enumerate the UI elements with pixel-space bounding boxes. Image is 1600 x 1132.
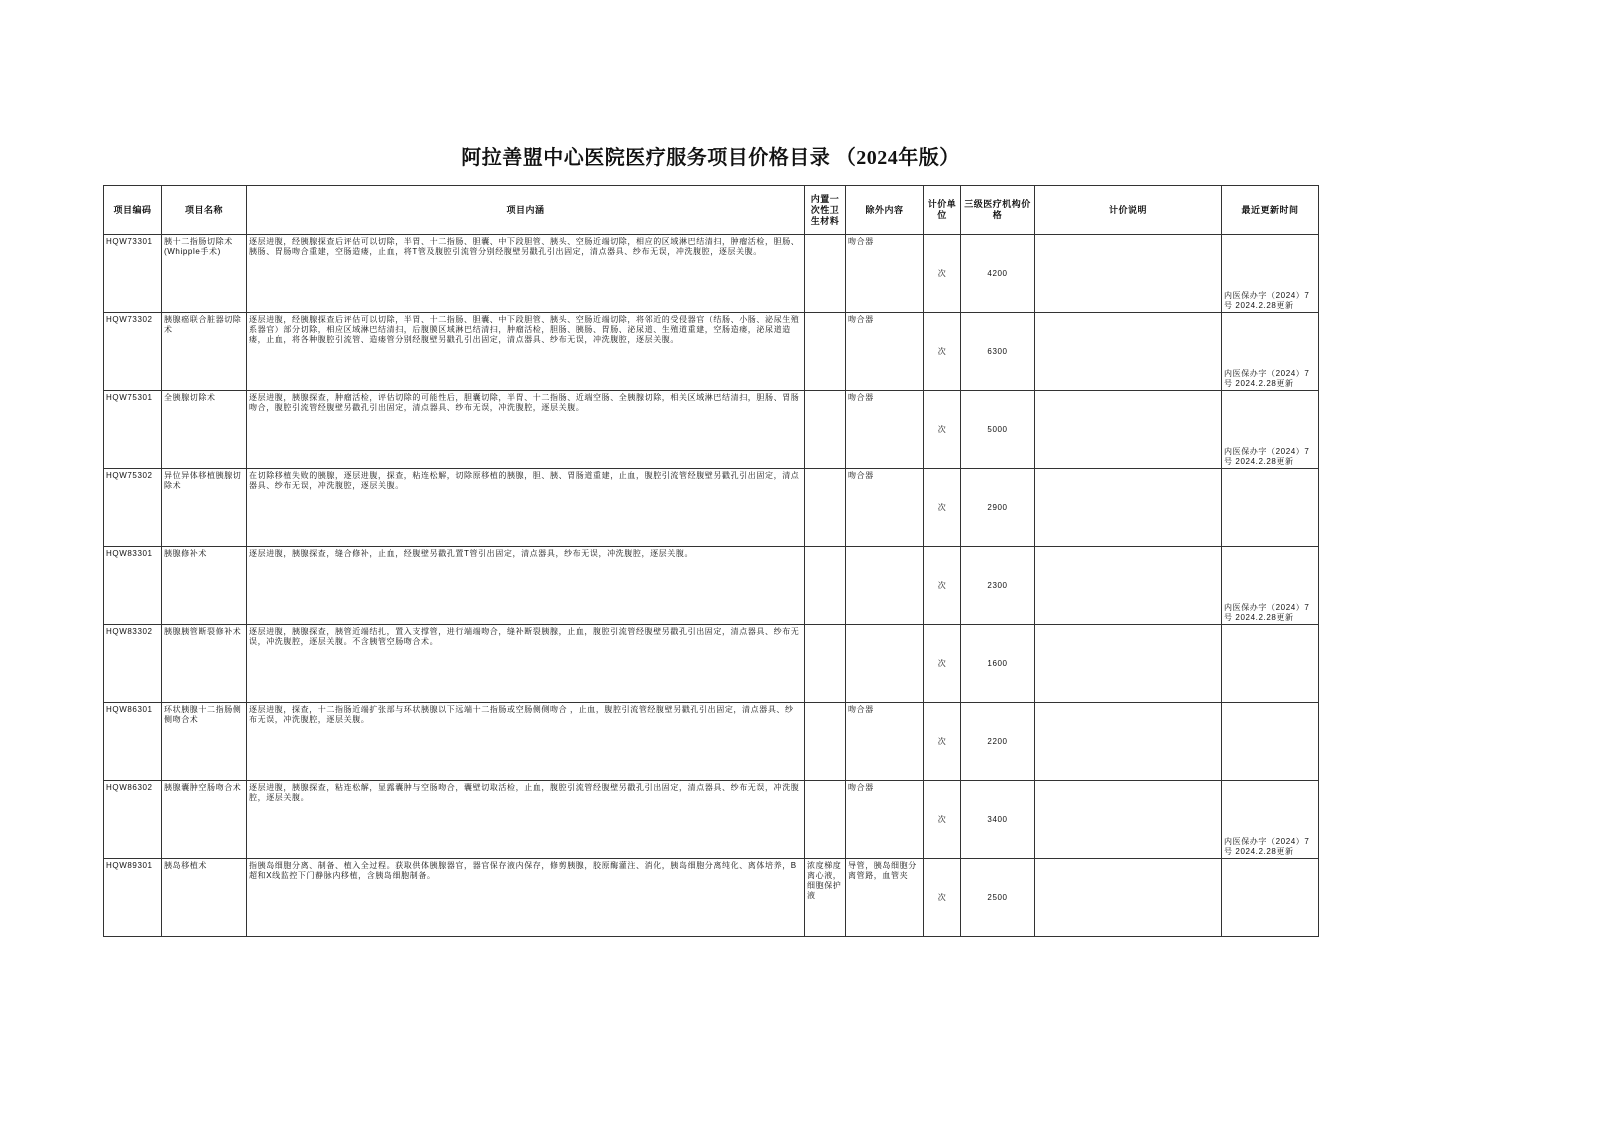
table-row — [104, 547, 1319, 625]
item-last-updated — [1222, 469, 1319, 547]
item-materials — [805, 703, 846, 781]
item-content: 逐层进腹，胰腺探查，粘连松解，显露囊肿与空肠吻合，囊壁切取活检，止血，腹腔引流管经腹壁另戳孔引出固定，清点器具、纱布无误，冲洗腹腔，逐层关腹。 — [247, 781, 805, 859]
table-row — [104, 781, 1319, 859]
item-exclusions: 吻合器 — [846, 781, 924, 859]
item-unit: 次 — [924, 469, 961, 547]
item-code: HQW83301 — [104, 547, 162, 625]
item-pricing-note — [1035, 703, 1222, 781]
item-exclusions: 吻合器 — [846, 313, 924, 391]
item-price: 3400 — [961, 781, 1035, 859]
item-price: 2300 — [961, 547, 1035, 625]
item-exclusions: 吻合器 — [846, 235, 924, 313]
item-last-updated — [1222, 625, 1319, 703]
item-code: HQW83302 — [104, 625, 162, 703]
table-row — [104, 391, 1319, 469]
item-unit: 次 — [924, 859, 961, 937]
table-header-row — [104, 186, 1319, 235]
item-last-updated — [1222, 859, 1319, 937]
item-materials — [805, 313, 846, 391]
item-price: 2900 — [961, 469, 1035, 547]
page-title: 阿拉善盟中心医院医疗服务项目价格目录 （2024年版） — [461, 147, 960, 169]
item-code: HQW86302 — [104, 781, 162, 859]
item-price: 4200 — [961, 235, 1035, 313]
item-exclusions — [846, 547, 924, 625]
item-exclusions: 导管，胰岛细胞分离管路，血管夹 — [846, 859, 924, 937]
item-pricing-note — [1035, 859, 1222, 937]
item-name: 胰腺胰管断裂修补术 — [162, 625, 247, 703]
item-name: 胰腺癌联合脏器切除术 — [162, 313, 247, 391]
item-content: 逐层进腹，胰腺探查，缝合修补，止血，经腹壁另戳孔置T管引出固定，清点器具，纱布无误，冲洗腹腔，逐层关腹。 — [247, 547, 805, 625]
item-pricing-note — [1035, 391, 1222, 469]
item-unit: 次 — [924, 235, 961, 313]
item-pricing-note — [1035, 469, 1222, 547]
table-row — [104, 859, 1319, 937]
item-unit: 次 — [924, 703, 961, 781]
item-unit: 次 — [924, 781, 961, 859]
item-materials — [805, 235, 846, 313]
item-pricing-note — [1035, 781, 1222, 859]
table-row — [104, 703, 1319, 781]
header-code: 项目编码 — [104, 186, 162, 235]
item-exclusions: 吻合器 — [846, 469, 924, 547]
item-last-updated: 内医保办字（2024）7号 2024.2.28更新 — [1222, 547, 1319, 625]
item-code: HQW73301 — [104, 235, 162, 313]
item-name: 异位异体移植胰腺切除术 — [162, 469, 247, 547]
header-exclusions: 除外内容 — [846, 186, 924, 235]
item-materials — [805, 391, 846, 469]
item-name: 胰岛移植术 — [162, 859, 247, 937]
price-table — [103, 185, 1319, 937]
item-code: HQW89301 — [104, 859, 162, 937]
header-price: 三级医疗机构价格 — [961, 186, 1035, 235]
item-code: HQW75302 — [104, 469, 162, 547]
item-last-updated: 内医保办字（2024）7号 2024.2.28更新 — [1222, 391, 1319, 469]
item-code: HQW75301 — [104, 391, 162, 469]
item-content: 逐层进腹，探查，十二指肠近端扩张部与环状胰腺以下远端十二指肠或空肠侧侧吻合 ，止血，腹腔引流管经腹壁另戳孔引出固定，清点器具、纱布无误，冲洗腹腔，逐层关腹。 — [247, 703, 805, 781]
item-pricing-note — [1035, 235, 1222, 313]
item-content: 在切除移植失败的胰腺，逐层进腹，探查，粘连松解，切除原移植的胰腺，胆、胰、胃肠道重建，止血，腹腔引流管经腹壁另戳孔引出固定，清点器具、纱布无误，冲洗腹腔，逐层关腹。 — [247, 469, 805, 547]
item-name: 环状胰腺十二指肠侧侧吻合术 — [162, 703, 247, 781]
item-materials: 浓度梯度离心液，细胞保护液 — [805, 859, 846, 937]
item-unit: 次 — [924, 391, 961, 469]
item-unit: 次 — [924, 625, 961, 703]
item-price: 6300 — [961, 313, 1035, 391]
item-unit: 次 — [924, 313, 961, 391]
header-name: 项目名称 — [162, 186, 247, 235]
header-unit: 计价单位 — [924, 186, 961, 235]
header-pricing-note: 计价说明 — [1035, 186, 1222, 235]
item-price: 2500 — [961, 859, 1035, 937]
table-row — [104, 625, 1319, 703]
item-name: 胰腺囊肿空肠吻合术 — [162, 781, 247, 859]
item-last-updated: 内医保办字（2024）7号 2024.2.28更新 — [1222, 781, 1319, 859]
item-exclusions: 吻合器 — [846, 391, 924, 469]
item-materials — [805, 781, 846, 859]
item-exclusions — [846, 625, 924, 703]
item-name: 胰腺修补术 — [162, 547, 247, 625]
item-materials — [805, 625, 846, 703]
item-last-updated — [1222, 703, 1319, 781]
header-materials: 内置一次性卫生材料 — [805, 186, 846, 235]
item-code: HQW86301 — [104, 703, 162, 781]
item-content: 指胰岛细胞分离、制备、植入全过程。获取供体胰腺器官，器官保存液内保存，修剪胰腺，胶原酶灌注、消化，胰岛细胞分离纯化、离体培养，B超和X线监控下门静脉内移植，含胰岛细胞制备。 — [247, 859, 805, 937]
item-price: 1600 — [961, 625, 1035, 703]
item-name: 全胰腺切除术 — [162, 391, 247, 469]
item-exclusions: 吻合器 — [846, 703, 924, 781]
item-price: 5000 — [961, 391, 1035, 469]
item-pricing-note — [1035, 547, 1222, 625]
item-unit: 次 — [924, 547, 961, 625]
item-materials — [805, 469, 846, 547]
item-pricing-note — [1035, 625, 1222, 703]
item-content: 逐层进腹，胰腺探查，胰管近端结扎，置入支撑管，进行端端吻合，缝补断裂胰腺，止血，腹腔引流管经腹壁另戳孔引出固定，清点器具、纱布无误，冲洗腹腔，逐层关腹。不含胰管空肠吻合术。 — [247, 625, 805, 703]
item-last-updated: 内医保办字（2024）7号 2024.2.28更新 — [1222, 235, 1319, 313]
item-pricing-note — [1035, 313, 1222, 391]
item-content: 逐层进腹，胰腺探查，肿瘤活检，评估切除的可能性后，胆囊切除，半胃、十二指肠、近端空肠、全胰腺切除，相关区域淋巴结清扫，胆肠、胃肠吻合，腹腔引流管经腹壁另戳孔引出固定，清点器具、纱布无误，冲洗腹腔，逐层关腹。 — [247, 391, 805, 469]
item-materials — [805, 547, 846, 625]
table-row — [104, 469, 1319, 547]
item-content: 逐层进腹，经胰腺探查后评估可以切除，半胃、十二指肠、胆囊、中下段胆管、胰头、空肠近端切除，将邻近的受侵器官（结肠、小肠、泌尿生殖系器官）部分切除，相应区域淋巴结清扫，后腹膜区域淋巴结清扫，肿瘤活检，胆肠、胰肠、胃肠、泌尿道、生殖道重建，空肠造瘘，泌尿道造瘘，止血，将各种腹腔引流管、造瘘管分别经腹壁另戳孔引出固定，清点器具、纱布无误，冲洗腹腔，逐层关腹。 — [247, 313, 805, 391]
item-name: 胰十二指肠切除术(Whipple手术) — [162, 235, 247, 313]
item-code: HQW73302 — [104, 313, 162, 391]
item-content: 逐层进腹，经胰腺探查后评估可以切除，半胃、十二指肠、胆囊、中下段胆管、胰头、空肠近端切除，相应的区域淋巴结清扫，肿瘤活检，胆肠、胰肠、胃肠吻合重建，空肠造瘘，止血，将T管及腹腔引流管分别经腹壁另戳孔引出固定，清点器具、纱布无误，冲洗腹腔，逐层关腹。 — [247, 235, 805, 313]
header-last-updated: 最近更新时间 — [1222, 186, 1319, 235]
table-row — [104, 235, 1319, 313]
table-row — [104, 313, 1319, 391]
header-content: 项目内涵 — [247, 186, 805, 235]
item-price: 2200 — [961, 703, 1035, 781]
item-last-updated: 内医保办字（2024）7号 2024.2.28更新 — [1222, 313, 1319, 391]
